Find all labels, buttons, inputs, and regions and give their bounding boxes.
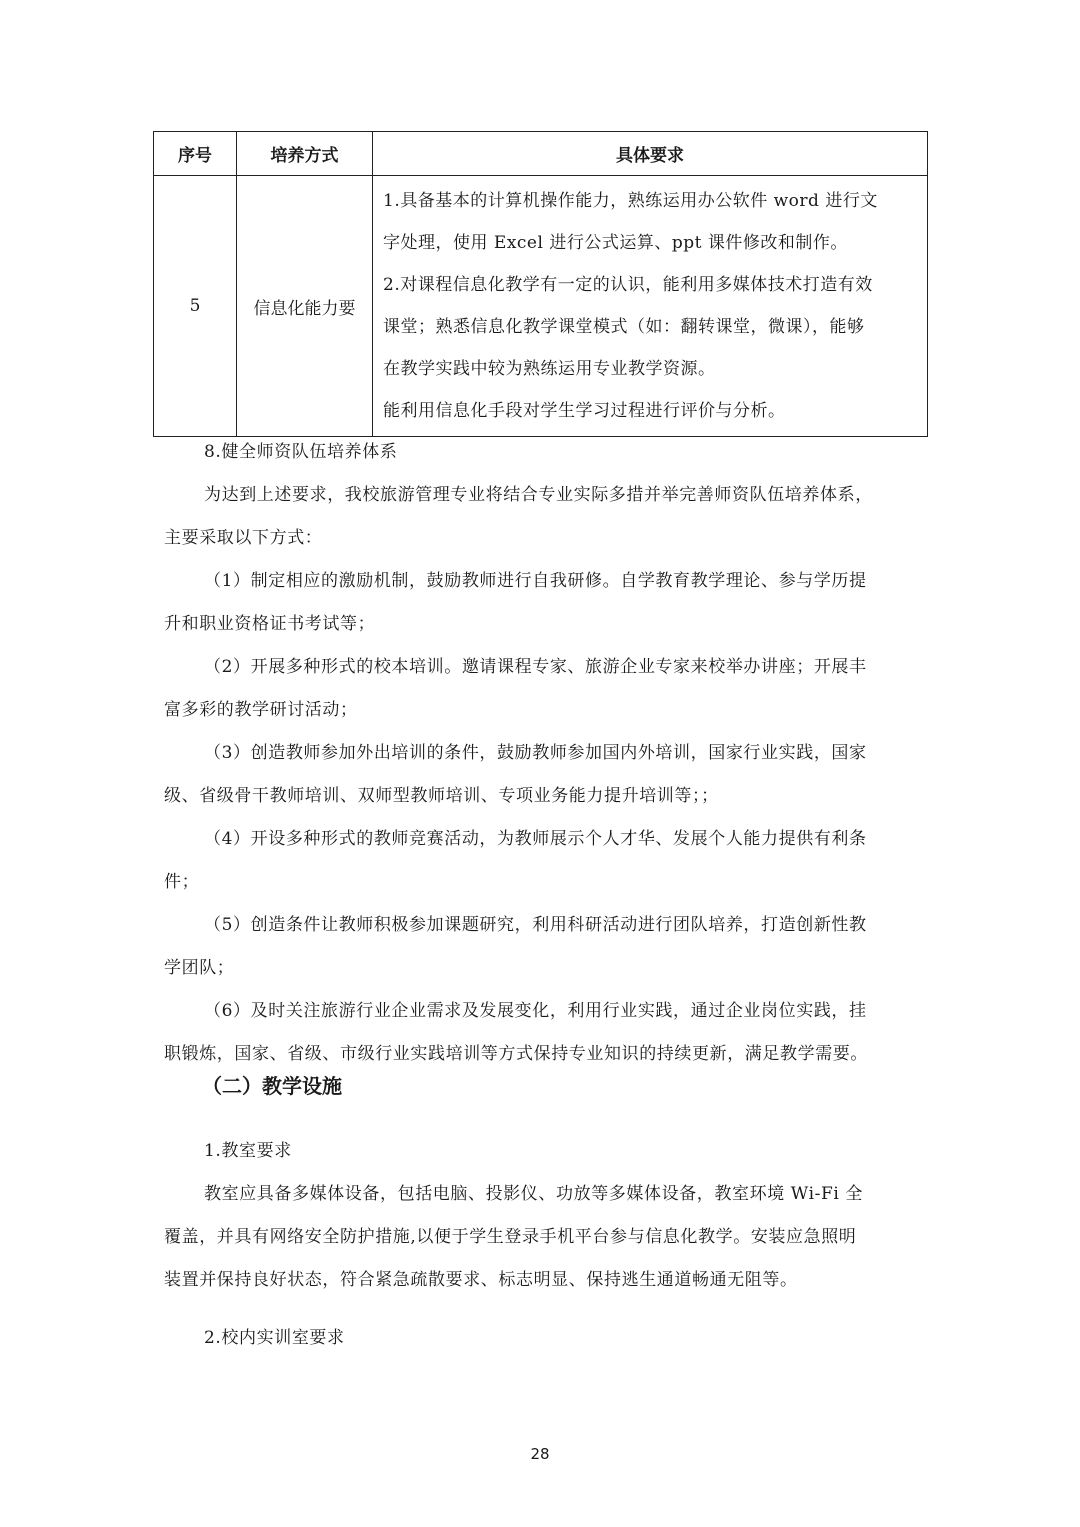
lab-title: 2.校内实训室要求 <box>204 1328 345 1348</box>
list-item-5-line-1: （5）创造条件让教师积极参加课题研究，利用科研活动进行团队培养，打造创新性教 <box>204 915 867 935</box>
page-number: 28 <box>530 1445 550 1463</box>
list-item-2-line-2: 富多彩的教学研讨活动； <box>164 700 358 720</box>
requirement-line: 课堂；熟悉信息化教学课堂模式（如：翻转课堂，微课），能够 <box>383 317 865 337</box>
intro-line: 主要采取以下方式： <box>164 528 323 548</box>
table-header-row <box>154 132 928 176</box>
table-row <box>154 176 928 437</box>
list-item-4-line-2: 件； <box>164 872 200 892</box>
classroom-line: 教室应具备多媒体设备，包括电脑、投影仪、功放等多媒体设备，教室环境 Wi-Fi 全 <box>204 1184 863 1204</box>
classroom-body <box>164 1173 916 1302</box>
list-item-1-line-2: 升和职业资格证书考试等； <box>164 614 376 634</box>
header-method: 培养方式 <box>237 132 373 176</box>
list-item-3-line-1: （3）创造教师参加外出培训的条件，鼓励教师参加国内外培训，国家行业实践，国家 <box>204 743 867 763</box>
list-item-5-line-2: 学团队； <box>164 958 235 978</box>
list-item-6-line-2: 职锻炼，国家、省级、市级行业实践培训等方式保持专业知识的持续更新，满足教学需要。 <box>164 1044 868 1064</box>
list-item-4-line-1: （4）开设多种形式的教师竞赛活动，为教师展示个人才华、发展个人能力提供有利条 <box>204 829 867 849</box>
list-item-6-line-1: （6）及时关注旅游行业企业需求及发展变化，利用行业实践，通过企业岗位实践，挂 <box>204 1001 867 1021</box>
list-item-1-line-1: （1）制定相应的激励机制，鼓励教师进行自我研修。自学教育教学理论、参与学历提 <box>204 571 867 591</box>
section-8-title: 8.健全师资队伍培养体系 <box>204 442 398 462</box>
header-requirements: 具体要求 <box>373 132 928 176</box>
list-item-2-line-1: （2）开展多种形式的校本培训。邀请课程专家、旅游企业专家来校举办讲座；开展丰 <box>204 657 867 677</box>
section-8-body <box>164 431 916 1076</box>
classroom-line: 覆盖，并具有网络安全防护措施,以便于学生登录手机平台参与信息化教学。安装应急照明 <box>164 1227 857 1247</box>
section-heading-facilities: （二）教学设施 <box>202 1074 342 1098</box>
intro-line: 为达到上述要求，我校旅游管理专业将结合专业实际多措并举完善师资队伍培养体系， <box>204 485 873 505</box>
row-index: 5 <box>154 176 237 437</box>
requirement-line: 字处理，使用 Excel 进行公式运算、ppt 课件修改和制作。 <box>383 233 848 253</box>
classroom-line: 装置并保持良好状态，符合紧急疏散要求、标志明显、保持逃生通道畅通无阻等。 <box>164 1270 798 1290</box>
requirement-line: 能利用信息化手段对学生学习过程进行评价与分析。 <box>383 401 786 421</box>
classroom-title: 1.教室要求 <box>204 1141 292 1161</box>
row-method: 信息化能力要 <box>237 176 373 437</box>
requirements-table <box>153 131 928 437</box>
requirement-line: 1.具备基本的计算机操作能力，熟练运用办公软件 word 进行文 <box>383 191 878 211</box>
header-index: 序号 <box>154 132 237 176</box>
requirement-line: 2.对课程信息化教学有一定的认识，能利用多媒体技术打造有效 <box>383 275 873 295</box>
row-requirements <box>373 176 928 437</box>
requirement-line: 在教学实践中较为熟练运用专业教学资源。 <box>383 359 716 379</box>
list-item-3-line-2: 级、省级骨干教师培训、双师型教师培训、专项业务能力提升培训等；； <box>164 786 719 806</box>
